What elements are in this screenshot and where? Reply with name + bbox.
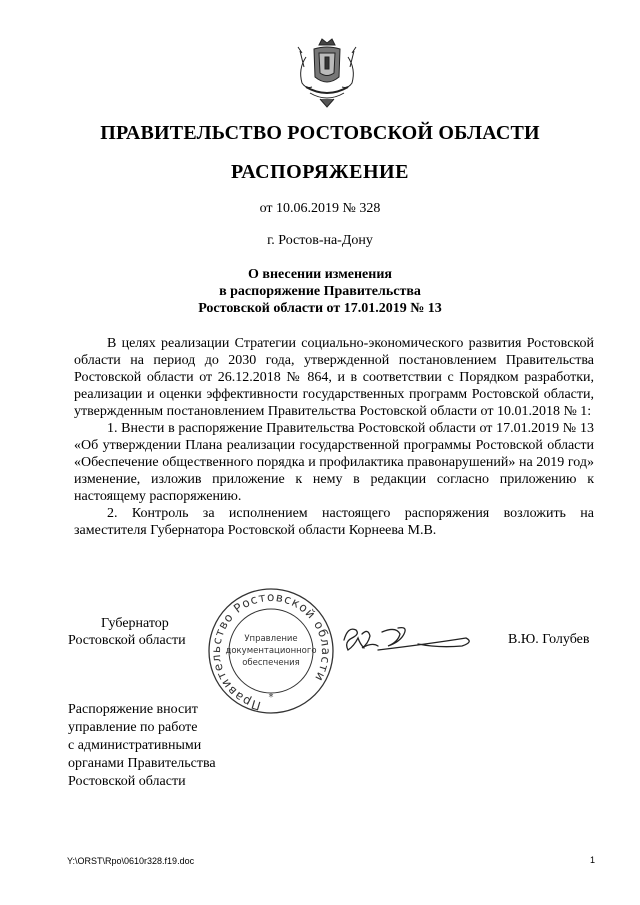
note-line: Ростовской области [68, 774, 186, 789]
submitter-note [68, 701, 268, 791]
date-number: от 10.06.2019 № 328 [259, 201, 381, 216]
subject-line: О внесении изменения [248, 267, 392, 282]
subject-line: Ростовской области от 17.01.2019 № 13 [198, 301, 442, 316]
position-line: Губернатор [101, 616, 169, 631]
subject-line: в распоряжение Правительства [219, 284, 421, 299]
note-line: с административными [68, 738, 202, 753]
stamp-ring-text: Правительство Ростовской области [208, 589, 334, 713]
official-stamp [204, 585, 338, 717]
document-body [74, 335, 594, 539]
body-paragraph: 1. Внести в распоряжение Правительства Ростовской области от 17.01.2019 № 13 «Об утверждении Плана реализации государственной программы Ростовской области «Обеспечение общественного порядка и профилактика правонарушений» на 2019 год» изменение, изложив приложение к нему в редакции согласно приложению к настоящему распоряжению. [74, 421, 594, 504]
stamp-center-line: Управление [244, 634, 298, 644]
signatory-name: В.Ю. Голубев [508, 632, 590, 647]
subject-heading [0, 266, 640, 317]
body-paragraph: В целях реализации Стратегии социально-экономического развития Ростовской области на период до 2030 года, утвержденной постановлением Правительства Ростовской области от 26.12.2018 № 864, и в соответствии с Порядком разработки, реализации и оценки эффективности государственных программ Ростовской области, утвержденным постановлением Правительства Ростовской области от 10.01.2018 № 1: [74, 336, 594, 419]
signatory-position [68, 615, 186, 649]
position-line: Ростовской области [68, 633, 186, 648]
body-paragraph: 2. Контроль за исполнением настоящего распоряжения возложить на заместителя Губернатора Ростовской области Корнеева М.В. [74, 506, 594, 538]
stamp-star: * [268, 692, 274, 703]
handwritten-signature [338, 620, 478, 660]
file-path: Y:\ORST\Rpo\0610r328.f19.doc [67, 856, 195, 866]
note-line: управление по работе [68, 720, 198, 735]
note-line: Распоряжение вносит [68, 702, 198, 717]
city: г. Ростов-на-Дону [267, 233, 373, 248]
stamp-center-line: документационного [225, 646, 317, 656]
note-line: органами Правительства [68, 756, 216, 771]
page-number: 1 [590, 855, 596, 865]
document-type: РАСПОРЯЖЕНИЕ [231, 161, 409, 183]
government-title: ПРАВИТЕЛЬСТВО РОСТОВСКОЙ ОБЛАСТИ [100, 122, 540, 144]
coat-of-arms-emblem [292, 37, 362, 109]
stamp-center-line: обеспечения [242, 658, 300, 668]
